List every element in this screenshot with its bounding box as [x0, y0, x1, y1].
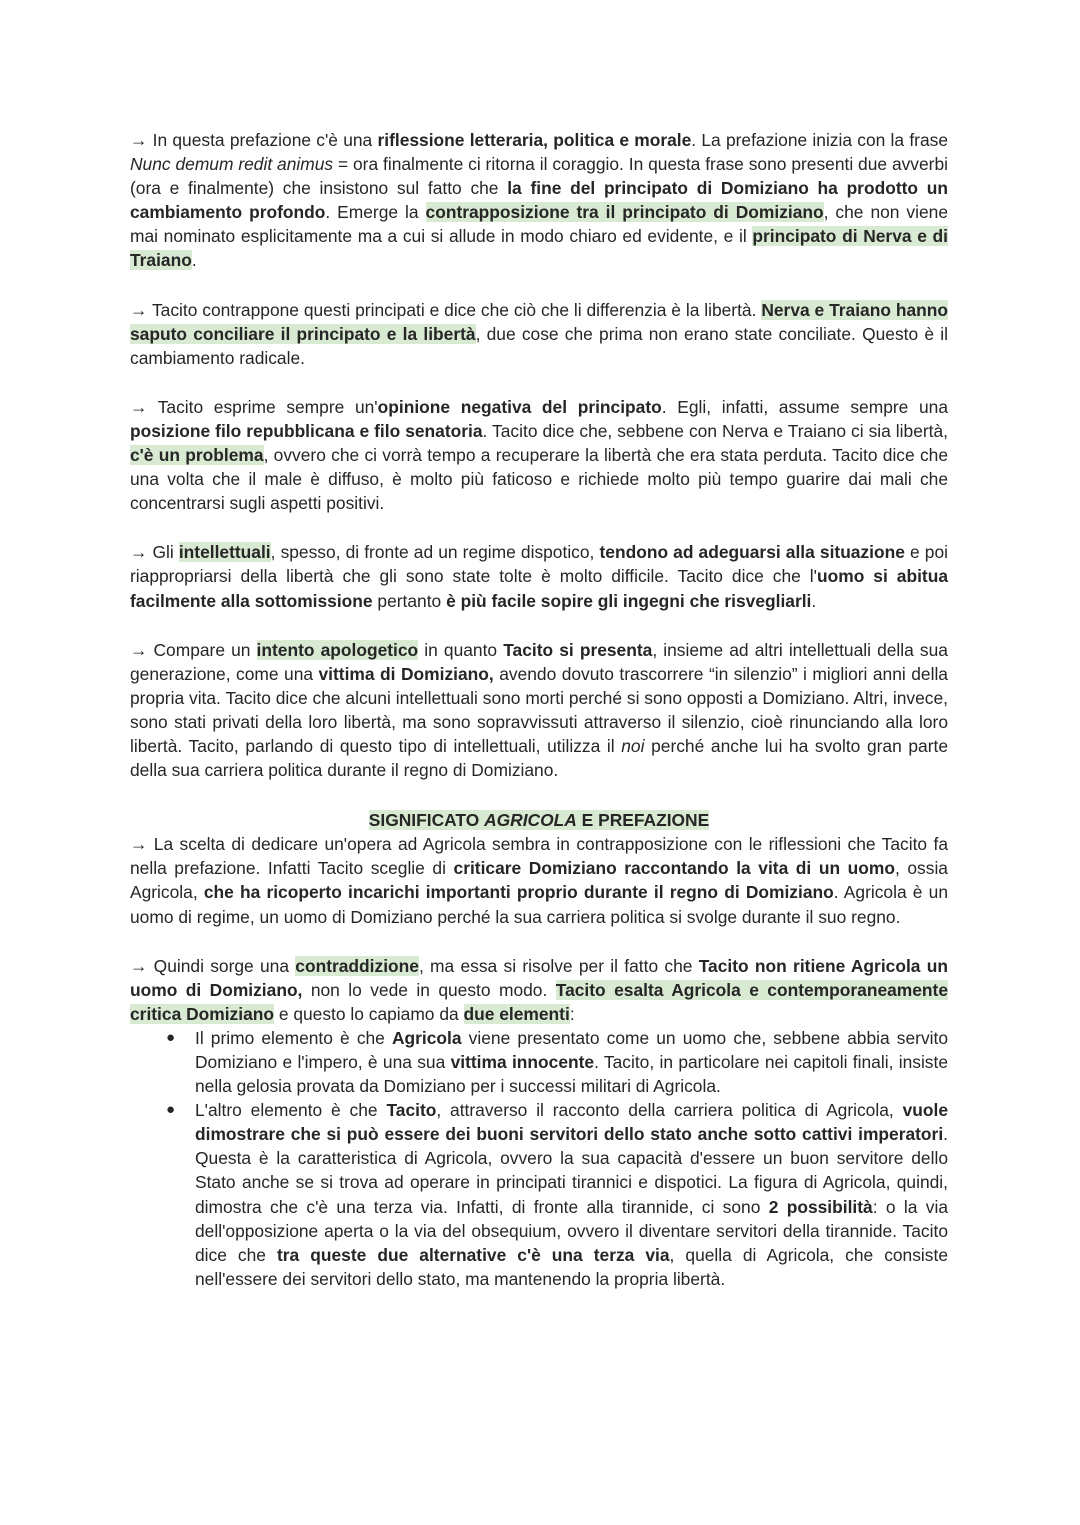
- text-run: e poi riappropriarsi della libertà che gli sono state tolte è molto difficile. Tacito dice che l': [130, 542, 949, 587]
- text-run: . Egli, infatti, assume sempre una: [661, 396, 948, 417]
- heading-after: E PREFAZIONE: [576, 810, 710, 831]
- text-run: . Agricola è un uomo di regime, un uomo di Domiziano perché la sua carriera politica si svolge durante il suo regno.: [130, 882, 948, 927]
- text-run: . La prefazione inizia con la frase: [691, 130, 948, 150]
- text-run: . Questa è la caratteristica di Agricola, ovvero la sua capacità d'essere un buon servitore dello Stato anche se si trova ad operare in principati tirannici e dispotici. La figura di Agricola, quindi, dimostra che c'è una terza via. Infatti, di fronte alla tirannide, ci sono: [195, 1124, 948, 1217]
- text-run: .: [191, 250, 197, 271]
- paragraph: [130, 298, 948, 370]
- bold-text: vittima innocente: [450, 1052, 595, 1072]
- highlighted-text: contrapposizione tra il principato di Domiziano: [425, 202, 824, 223]
- paragraph: [130, 638, 948, 783]
- bold-text: che ha ricoperto incarichi importanti proprio durante il regno di Domiziano: [203, 882, 834, 903]
- significato-section: [130, 832, 948, 1026]
- text-run: , ma essa si risolve per il fatto che: [418, 955, 699, 976]
- bold-text: Agricola: [391, 1027, 462, 1048]
- bold-text: tendono ad adeguarsi alla situazione: [599, 542, 905, 563]
- text-run: in quanto: [418, 639, 504, 660]
- text-run: , spesso, di fronte ad un regime dispotico,: [270, 542, 600, 563]
- section-heading-highlight: [369, 810, 709, 830]
- text-run: perché anche lui ha svolto gran parte della sua carriera politica durante il regno di Domiziano.: [130, 735, 949, 781]
- bullet-dot-icon: ●: [166, 1101, 176, 1119]
- highlighted-text: c'è un problema: [130, 445, 264, 466]
- italic-text: Nunc demum redit animus: [130, 154, 334, 175]
- bold-text: riflessione letteraria, politica e morale: [377, 130, 692, 150]
- highlighted-text: intento apologetico: [256, 639, 419, 660]
- bullet-item: [166, 1026, 949, 1098]
- text-run: = ora finalmente ci ritorna il coraggio. In questa frase sono presenti due avverbi (ora e finalmente) che insistono sul fatto che: [130, 154, 949, 199]
- highlighted-text: principato di Nerva e di Traiano: [130, 226, 948, 271]
- text-run: , insieme ad altri intellettuali della sua generazione, come una: [130, 639, 948, 684]
- text-run: , che non viene mai nominato esplicitamente ma a cui si allude in modo chiaro ed evidente, e il: [130, 202, 948, 247]
- text-run: :: [569, 1003, 575, 1024]
- bold-text: criticare Domiziano raccontando la vita di un uomo: [453, 858, 895, 879]
- paragraph: [130, 128, 948, 273]
- text-run: non lo vede in questo modo.: [302, 979, 556, 1000]
- text-run: : o la via dell'opposizione aperta o la via del obsequium, ovvero il diventare servitori della tirannide. Tacito dice che: [195, 1196, 948, 1265]
- bold-text: vuole dimostrare che si può essere dei buoni servitori dello stato anche sotto cattivi imperatori: [195, 1100, 948, 1145]
- bullet-item: [166, 1098, 948, 1291]
- text-run: Il primo elemento è che: [195, 1027, 392, 1048]
- highlighted-text: due elementi: [463, 1003, 570, 1024]
- text-run: , attraverso il racconto della carriera politica di Agricola,: [436, 1100, 903, 1121]
- bullet-list: [130, 1026, 948, 1291]
- section-heading: [130, 808, 948, 832]
- paragraph: [130, 395, 948, 515]
- highlighted-text: contraddizione: [295, 955, 419, 976]
- text-run: → La scelta di dedicare un'opera ad Agricola sembra in contrapposizione con le riflessioni che Tacito fa nella prefazione. Infatti Tacito sceglie di: [130, 834, 948, 879]
- document-page: [130, 128, 948, 1291]
- heading-before: SIGNIFICATO: [368, 810, 485, 831]
- text-run: → Quindi sorge una: [130, 955, 296, 976]
- heading-italic: AGRICOLA: [484, 810, 577, 831]
- highlighted-text: intellettuali: [178, 542, 271, 563]
- bold-text: la fine del principato di Domiziano ha prodotto un cambiamento profondo: [130, 178, 948, 223]
- paragraph: [130, 540, 948, 612]
- highlighted-text: Nerva e Traiano hanno saputo conciliare il principato e la libertà: [130, 299, 948, 344]
- text-run: → Gli: [130, 542, 179, 563]
- text-run: viene presentato come un uomo che, sebbene abbia servito Domiziano e l'impero, è una sua: [195, 1027, 949, 1072]
- text-run: pertanto: [372, 590, 447, 611]
- text-run: , quella di Agricola, che consiste nell'essere dei servitori dello stato, ma mantenendo la propria libertà.: [195, 1244, 948, 1289]
- text-run: .: [811, 590, 817, 611]
- text-run: , ovvero che ci vorrà tempo a recuperare la libertà che era stata perduta. Tacito dice che una volta che il male è diffuso, è molto più faticoso e richiede molto più tempo guarire dai mali che concentrarsi sugli aspetti positivi.: [130, 445, 948, 514]
- bold-text: uomo si abitua facilmente alla sottomissione: [130, 566, 948, 611]
- text-run: , due cose che prima non erano state conciliate. Questo è il cambiamento radicale.: [130, 323, 948, 368]
- bold-text: posizione filo repubblicana e filo senatoria: [130, 420, 483, 441]
- text-run: → In questa prefazione c'è una: [130, 130, 378, 150]
- text-run: → Compare un: [130, 639, 257, 660]
- bold-text: Tacito si presenta: [503, 639, 653, 660]
- bold-text: 2 possibilità: [768, 1196, 873, 1217]
- bold-text: opinione negativa del principato: [377, 396, 662, 417]
- text-run: e questo lo capiamo da: [274, 1003, 464, 1024]
- text-run: avendo dovuto trascorrere “in silenzio” i migliori anni della propria vita. Tacito dice che alcuni intellettuali sono morti perché si sono opposti a Domiziano. Altri, invece, sono stati privati della loro libertà, ma sono sopravvissuti attraverso il silenzio, cioè rinunciando alla loro libertà. Tacito, parlando di questo tipo di intellettuali, utilizza il: [130, 663, 948, 756]
- bold-text: vittima di Domiziano,: [318, 663, 494, 684]
- prefazione-section: [130, 128, 948, 782]
- bold-text: Tacito: [386, 1100, 437, 1121]
- bullet-dot-icon: ●: [166, 1028, 176, 1046]
- paragraph: [130, 832, 948, 928]
- text-run: . Tacito, in particolare nei capitoli finali, insiste nella gelosia provata da Domiziano per i successi militari di Agricola.: [195, 1052, 949, 1097]
- bold-text: tra queste due alternative c'è una terza via: [277, 1244, 670, 1265]
- text-run: L'altro elemento è che: [195, 1100, 387, 1121]
- text-run: → Tacito esprime sempre un': [130, 396, 378, 417]
- highlighted-text: Tacito esalta Agricola e contemporaneamente critica Domiziano: [130, 979, 949, 1024]
- text-run: . Emerge la: [325, 202, 426, 223]
- italic-text: noi: [621, 735, 645, 756]
- bold-text: Tacito non ritiene Agricola un uomo di Domiziano,: [130, 955, 948, 1000]
- text-run: . Tacito dice che, sebbene con Nerva e Traiano ci sia libertà,: [482, 420, 948, 441]
- text-run: , ossia Agricola,: [130, 858, 948, 903]
- text-run: → Tacito contrappone questi principati e dice che ciò che li differenzia è la libertà.: [130, 299, 762, 320]
- paragraph: [130, 954, 948, 1026]
- bold-text: è più facile sopire gli ingegni che risvegliarli: [446, 590, 812, 611]
